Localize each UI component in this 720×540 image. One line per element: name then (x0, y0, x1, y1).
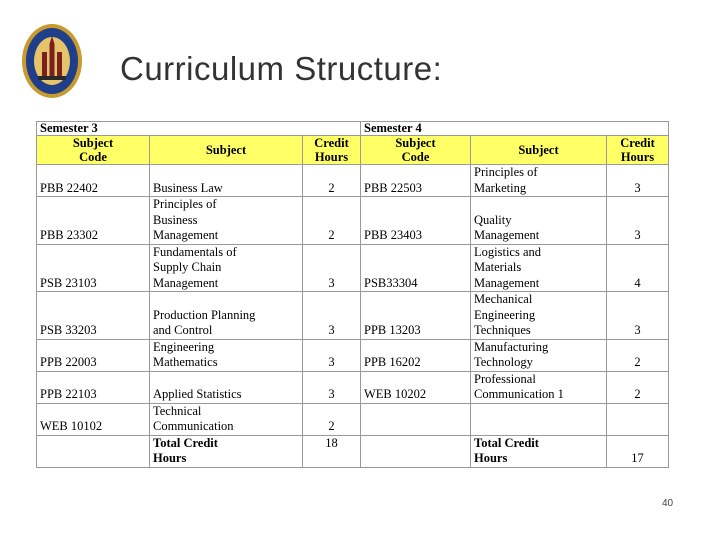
total-label: Total Credit Hours (150, 435, 303, 467)
subject-code-cell: PBB 22402 (37, 165, 150, 197)
table-cell (37, 435, 150, 467)
table-row (37, 403, 669, 435)
subject-code-cell: PPB 22003 (37, 339, 150, 371)
header-subject: Subject (471, 136, 607, 165)
table-row (37, 165, 669, 197)
total-credit-sem4: 17 (607, 435, 669, 467)
subject-name-cell: Manufacturing Technology (471, 339, 607, 371)
credit-hours-cell: 3 (303, 339, 361, 371)
header-subject-code: Subject Code (361, 136, 471, 165)
page-number: 40 (662, 498, 674, 509)
table-body (37, 165, 669, 436)
credit-hours-cell: 2 (607, 339, 669, 371)
subject-name-cell: Production Planning and Control (150, 292, 303, 340)
credit-hours-cell: 4 (607, 244, 669, 292)
subject-code-cell: PPB 22103 (37, 371, 150, 403)
subject-name-cell: Technical Communication (150, 403, 303, 435)
header-credit-hours: Credit Hours (303, 136, 361, 165)
total-row (37, 435, 669, 467)
subject-name-cell: Mechanical Engineering Techniques (471, 292, 607, 340)
subject-name-cell: Principles of Business Management (150, 197, 303, 245)
credit-hours-cell: 3 (303, 244, 361, 292)
header-subject-code: Subject Code (37, 136, 150, 165)
subject-code-cell: PBB 23403 (361, 197, 471, 245)
subject-code-cell: PPB 13203 (361, 292, 471, 340)
table-row (37, 244, 669, 292)
table-row (37, 339, 669, 371)
credit-hours-cell: 2 (303, 403, 361, 435)
credit-hours-cell (607, 403, 669, 435)
credit-hours-cell: 3 (607, 292, 669, 340)
subject-code-cell: PSB33304 (361, 244, 471, 292)
subject-name-cell: Fundamentals of Supply Chain Management (150, 244, 303, 292)
credit-hours-cell: 2 (303, 197, 361, 245)
semester-4-label: Semester 4 (361, 122, 669, 136)
header-row (37, 136, 669, 165)
subject-name-cell: Business Law (150, 165, 303, 197)
subject-name-cell (471, 403, 607, 435)
subject-code-cell: PBB 22503 (361, 165, 471, 197)
subject-name-cell: Quality Management (471, 197, 607, 245)
semester-row (37, 122, 669, 136)
header-credit-hours: Credit Hours (607, 136, 669, 165)
credit-hours-cell: 3 (607, 165, 669, 197)
curriculum-table-wrapper (36, 121, 668, 468)
table-cell (361, 435, 471, 467)
table-row (37, 197, 669, 245)
subject-code-cell (361, 403, 471, 435)
page-title: Curriculum Structure: (120, 50, 443, 87)
credit-hours-cell: 2 (607, 371, 669, 403)
subject-code-cell: PSB 33203 (37, 292, 150, 340)
table-row (37, 371, 669, 403)
subject-code-cell: PPB 16202 (361, 339, 471, 371)
semester-3-label: Semester 3 (37, 122, 361, 136)
credit-hours-cell: 3 (303, 292, 361, 340)
table-row (37, 292, 669, 340)
total-credit-sem3: 18 (303, 435, 361, 467)
subject-code-cell: WEB 10202 (361, 371, 471, 403)
subject-code-cell: WEB 10102 (37, 403, 150, 435)
subject-name-cell: Engineering Mathematics (150, 339, 303, 371)
credit-hours-cell: 3 (607, 197, 669, 245)
curriculum-table (36, 121, 669, 468)
university-crest-logo (20, 22, 84, 100)
subject-code-cell: PSB 23103 (37, 244, 150, 292)
subject-name-cell: Principles of Marketing (471, 165, 607, 197)
header-subject: Subject (150, 136, 303, 165)
credit-hours-cell: 3 (303, 371, 361, 403)
total-label: Total Credit Hours (471, 435, 607, 467)
subject-name-cell: Applied Statistics (150, 371, 303, 403)
credit-hours-cell: 2 (303, 165, 361, 197)
subject-name-cell: Logistics and Materials Management (471, 244, 607, 292)
subject-code-cell: PBB 23302 (37, 197, 150, 245)
subject-name-cell: Professional Communication 1 (471, 371, 607, 403)
